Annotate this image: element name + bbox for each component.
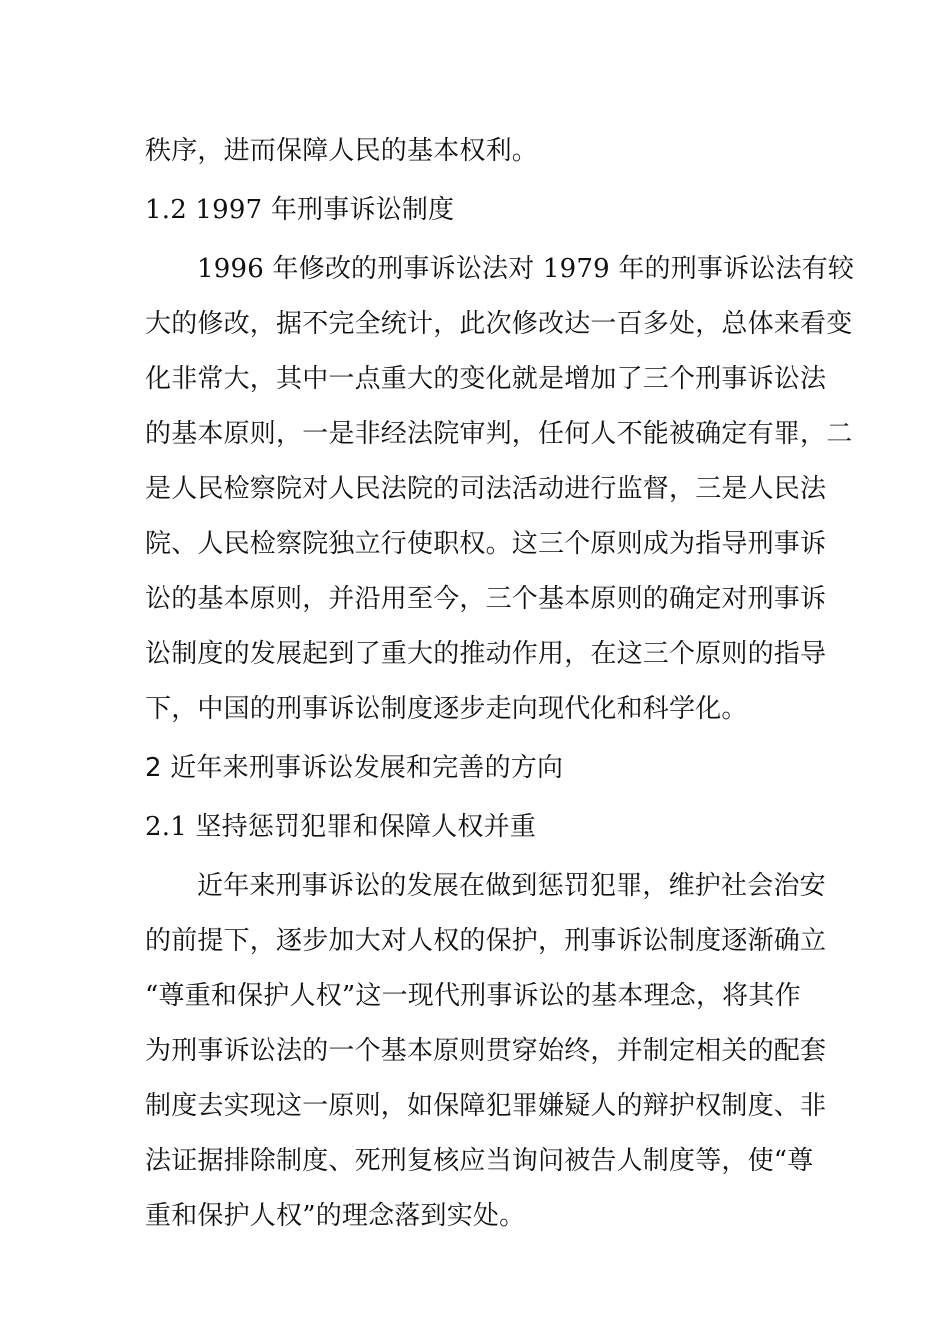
- paragraph-line: 是人民检察院对人民法院的司法活动进行监督，三是人民法: [145, 474, 827, 504]
- paragraph-line: 大的修改，据不完全统计，此次修改达一百多处，总体来看变: [145, 309, 853, 339]
- paragraph-line: 讼的基本原则，并沿用至今，三个基本原则的确定对刑事诉: [145, 584, 827, 614]
- paragraph-line: 1996 年修改的刑事诉讼法对 1979 年的刑事诉讼法有较: [197, 254, 855, 284]
- paragraph-line: 为刑事诉讼法的一个基本原则贯穿始终，并制定相关的配套: [145, 1036, 827, 1066]
- paragraph-line: 近年来刑事诉讼的发展在做到惩罚犯罪，维护社会治安: [197, 871, 826, 901]
- section-2-1-heading: 2.1 坚持惩罚犯罪和保障人权并重: [145, 812, 537, 842]
- paragraph-line: 的前提下，逐步加大对人权的保护，刑事诉讼制度逐渐确立: [145, 926, 827, 956]
- section-2-1-paragraph: [145, 859, 827, 1244]
- paragraph-line: 讼制度的发展起到了重大的推动作用，在这三个原则的指导: [145, 639, 827, 669]
- paragraph-line: “尊重和保护人权”这一现代刑事诉讼的基本理念，将其作: [145, 981, 801, 1011]
- section-1-2-paragraph: [145, 242, 855, 737]
- paragraph-line: 制度去实现这一原则，如保障犯罪嫌疑人的辩护权制度、非: [145, 1091, 827, 1121]
- paragraph-line: 的基本原则，一是非经法院审判，任何人不能被确定有罪，二: [145, 419, 853, 449]
- paragraph-line: 化非常大，其中一点重大的变化就是增加了三个刑事诉讼法: [145, 364, 827, 394]
- paragraph-line: 法证据排除制度、死刑复核应当询问被告人制度等，使“尊: [145, 1146, 814, 1176]
- paragraph-line: 重和保护人权”的理念落到实处。: [145, 1201, 526, 1231]
- section-2-heading: 2 近年来刑事诉讼发展和完善的方向: [145, 753, 564, 783]
- paragraph-line: 下，中国的刑事诉讼制度逐步走向现代化和科学化。: [145, 694, 748, 724]
- paragraph-line: 院、人民检察院独立行使职权。这三个原则成为指导刑事诉: [145, 529, 827, 559]
- section-1-2-heading: 1.2 1997 年刑事诉讼制度: [145, 195, 455, 225]
- document-body: [145, 124, 855, 1244]
- continuation-line: 秩序，进而保障人民的基本权利。: [145, 136, 539, 166]
